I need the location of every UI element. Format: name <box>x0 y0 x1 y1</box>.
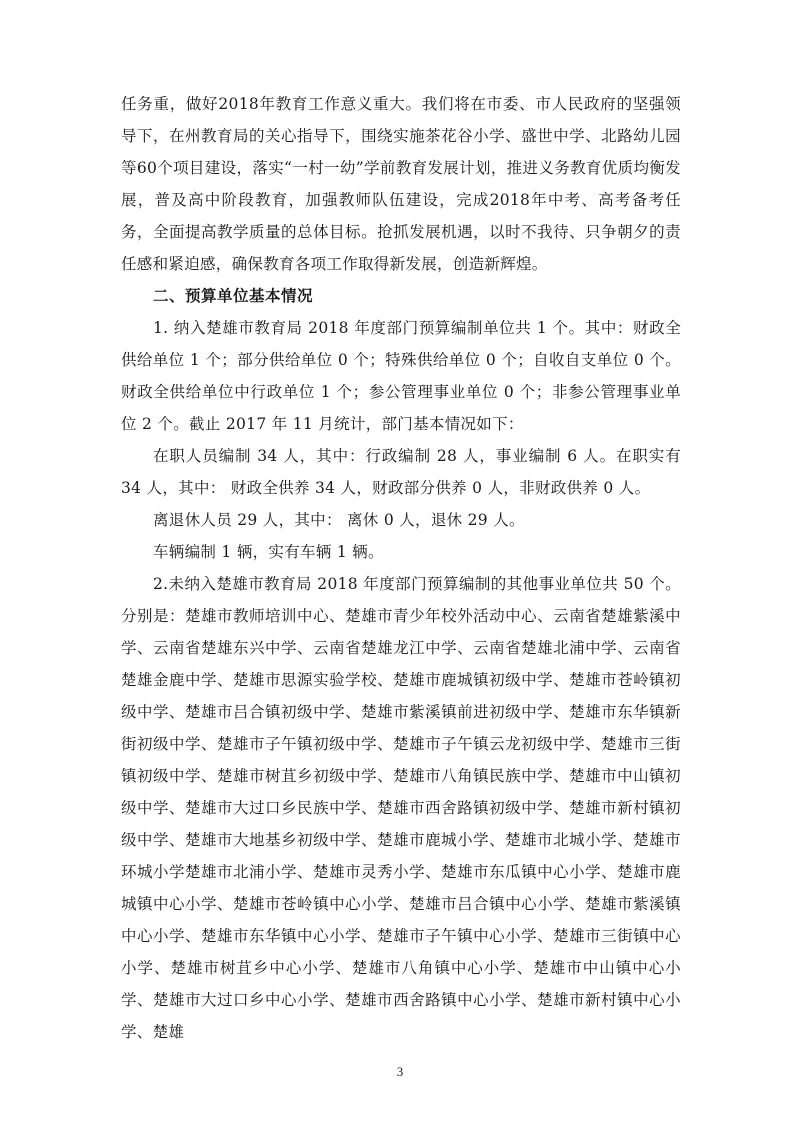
paragraph-staffing: 在职人员编制 34 人，其中：行政编制 28 人，事业编制 6 人。在职实有 34 人，其中： 财政全供养 34 人，财政部分供养 0 人，非财政供养 0 人。 <box>121 447 681 497</box>
paragraph-retirees: 离退休人员 29 人，其中： 离休 0 人，退休 29 人。 <box>153 511 525 529</box>
page-number: 3 <box>396 1064 404 1079</box>
paragraph-included-units: 1. 纳入楚雄市教育局 2018 年度部门预算编制单位共 1 个。其中：财政全供给单位 1 个；部分供给单位 0 个；特殊供给单位 0 个；自收自支单位 0 个。财政全供给单位中行政单位 1 个；参公管理事业单位 0 个；非参公管理事业单位 2 个。截止 2017 年 11 月统计，部门基本情况如下： <box>121 319 681 433</box>
section-heading-budget-units: 二、预算单位基本情况 <box>153 287 314 305</box>
paragraph-vehicles: 车辆编制 1 辆，实有车辆 1 辆。 <box>153 543 384 561</box>
document-body <box>121 88 681 1048</box>
paragraph-intro-continued: 任务重，做好2018年教育工作意义重大。我们将在市委、市人民政府的坚强领导下，在州教育局的关心指导下，围绕实施茶花谷小学、盛世中学、北路幼儿园等60个项目建设，落实“一村一幼”学前教育发展计划，推进义务教育优质均衡发展，普及高中阶段教育，加强教师队伍建设，完成2018年中考、高考备考任务，全面提高教学质量的总体目标。抢抓发展机遇，以时不我待、只争朝夕的责任感和紧迫感，确保教育各项工作取得新发展，创造新辉煌。 <box>121 95 681 273</box>
paragraph-excluded-units: 2.未纳入楚雄市教育局 2018 年度部门预算编制的其他事业单位共 50 个。分别是：楚雄市教师培训中心、楚雄市青少年校外活动中心、云南省楚雄紫溪中学、云南省楚雄东兴中学、云南省楚雄龙江中学、云南省楚雄北浦中学、云南省楚雄金鹿中学、楚雄市思源实验学校、楚雄市鹿城镇初级中学、楚雄市苍岭镇初级中学、楚雄市吕合镇初级中学、楚雄市紫溪镇前进初级中学、楚雄市东华镇新街初级中学、楚雄市子午镇初级中学、楚雄市子午镇云龙初级中学、楚雄市三街镇初级中学、楚雄市树苴乡初级中学、楚雄市八角镇民族中学、楚雄市中山镇初级中学、楚雄市大过口乡民族中学、楚雄市西舍路镇初级中学、楚雄市新村镇初级中学、楚雄市大地基乡初级中学、楚雄市鹿城小学、楚雄市北城小学、楚雄市环城小学楚雄市北浦小学、楚雄市灵秀小学、楚雄市东瓜镇中心小学、楚雄市鹿城镇中心小学、楚雄市苍岭镇中心小学、楚雄市吕合镇中心小学、楚雄市紫溪镇中心小学、楚雄市东华镇中心小学、楚雄市子午镇中心小学、楚雄市三街镇中心小学、楚雄市树苴乡中心小学、楚雄市八角镇中心小学、楚雄市中山镇中心小学、楚雄市大过口乡中心小学、楚雄市西舍路镇中心小学、楚雄市新村镇中心小学、楚雄 <box>121 575 681 1041</box>
